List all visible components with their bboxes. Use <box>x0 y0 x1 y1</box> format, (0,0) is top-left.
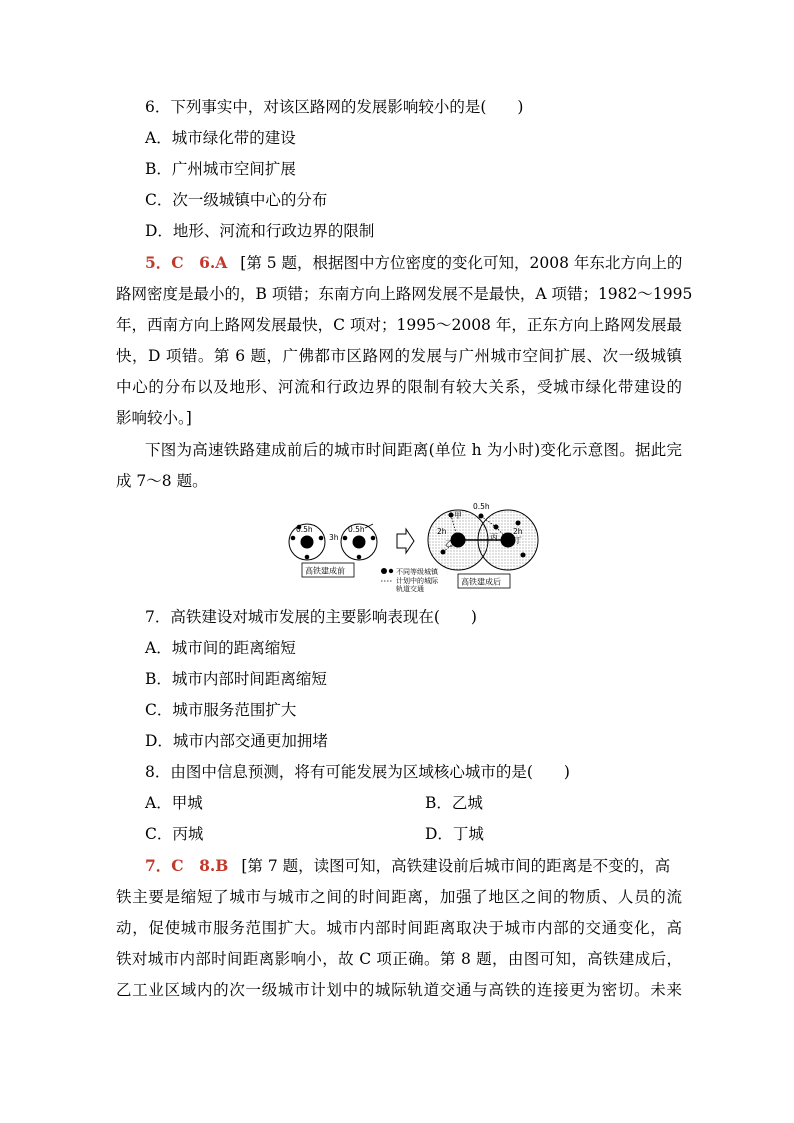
label-0-5h-c: 0.5h <box>473 502 490 511</box>
answer-7-8-line-5: 乙工业区域内的次一级城市计划中的城际轨道交通与高铁的连接更为密切。未来 <box>116 981 682 999</box>
label-0-5h-a: 0.5h <box>296 525 313 534</box>
q6-option-a: A．城市绿化带的建设 <box>145 129 296 147</box>
q7-option-d: D．城市内部交通更加拥堵 <box>145 732 328 750</box>
label-3h: 3h <box>329 533 339 542</box>
answer-7-8-line-1: [第 7 题，读图可知，高铁建设前后城市间的距离是不变的，高 <box>241 857 671 875</box>
q7-option-a: A．城市间的距离缩短 <box>145 639 296 657</box>
answer-7-8-label: 7．C 8.B <box>145 856 229 875</box>
label-2h-b: 2h <box>513 527 523 536</box>
answer-5-6-line-5: 中心的分布以及地形、河流和行政边界的限制有较大关系，受城市绿化带建设的 <box>116 378 682 396</box>
high-speed-rail-figure <box>285 496 543 592</box>
q6-stem: 6．下列事实中，对该区路网的发展影响较小的是( ) <box>145 98 524 116</box>
answer-5-6-line-3: 年，西南方向上路网发展最快，C 项对；1995～2008 年，正东方向上路网发展最 <box>116 316 682 334</box>
answer-7-8-line-2: 铁主要是缩短了城市与城市之间的时间距离，加强了地区之间的物质、人员的流 <box>116 888 682 906</box>
q8-option-b: B．乙城 <box>425 794 483 812</box>
answer-7-8-line-3: 动，促使城市服务范围扩大。城市内部时间距离取决于城市内部的交通变化，高 <box>116 919 682 937</box>
q8-option-c: C．丙城 <box>145 825 204 843</box>
label-0-5h-b: 0.5h <box>348 525 365 534</box>
answer-5-6-line-1: [第 5 题，根据图中方位密度的变化可知，2008 年东北方向上的 <box>240 254 683 272</box>
q6-option-d: D．地形、河流和行政边界的限制 <box>145 222 375 240</box>
answer-5-6-line-4: 快，D 项错。第 6 题，广佛都市区路网的发展与广州城市空间扩展、次一级城镇 <box>116 347 682 365</box>
intro-line-1: 下图为高速铁路建成前后的城市时间距离(单位 h 为小时)变化示意图。据此完 <box>145 441 682 459</box>
transition-arrow-icon <box>397 529 414 553</box>
q8-option-a: A．甲城 <box>145 794 203 812</box>
q8-option-d: D．丁城 <box>425 825 484 843</box>
label-city-jia: 甲 <box>454 511 462 520</box>
intro-line-2: 成 7～8 题。 <box>116 472 208 490</box>
answer-7-8-line-4: 铁对城市内部时间距离影响小，故 C 项正确。第 8 题，由图可知，高铁建成后， <box>116 950 682 968</box>
answer-5-6-line-2: 路网密度是最小的，B 项错；东南方向上路网发展不是最快，A 项错；1982～1995 <box>116 285 693 303</box>
q7-stem: 7．高铁建设对城市发展的主要影响表现在( ) <box>145 608 477 626</box>
q7-option-b: B．城市内部时间距离缩短 <box>145 670 327 688</box>
label-after: 高铁建成后 <box>461 577 501 587</box>
label-city-yi: 乙 <box>445 539 453 548</box>
legend-rail-1: 计划中的城际 <box>396 577 438 585</box>
q6-option-b: B．广州城市空间扩展 <box>145 160 296 178</box>
label-city-ding: 丁 <box>514 536 522 545</box>
legend-rail-2: 轨道交通 <box>396 585 424 592</box>
q6-option-c: C．次一级城镇中心的分布 <box>145 191 328 209</box>
answer-7-8-first-line <box>145 856 682 876</box>
label-city-bing: 丙 <box>490 533 498 542</box>
q8-stem: 8．由图中信息预测，将有可能发展为区域核心城市的是( ) <box>145 763 570 781</box>
answer-5-6-label: 5．C 6.A <box>145 253 228 272</box>
legend-city: 不同等级城镇 <box>396 568 438 576</box>
label-before: 高铁建成前 <box>305 566 345 576</box>
q7-option-c: C．城市服务范围扩大 <box>145 701 297 719</box>
label-2h-a: 2h <box>437 527 447 536</box>
answer-5-6-first-line <box>145 253 682 273</box>
answer-5-6-line-6: 影响较小。] <box>116 409 192 427</box>
